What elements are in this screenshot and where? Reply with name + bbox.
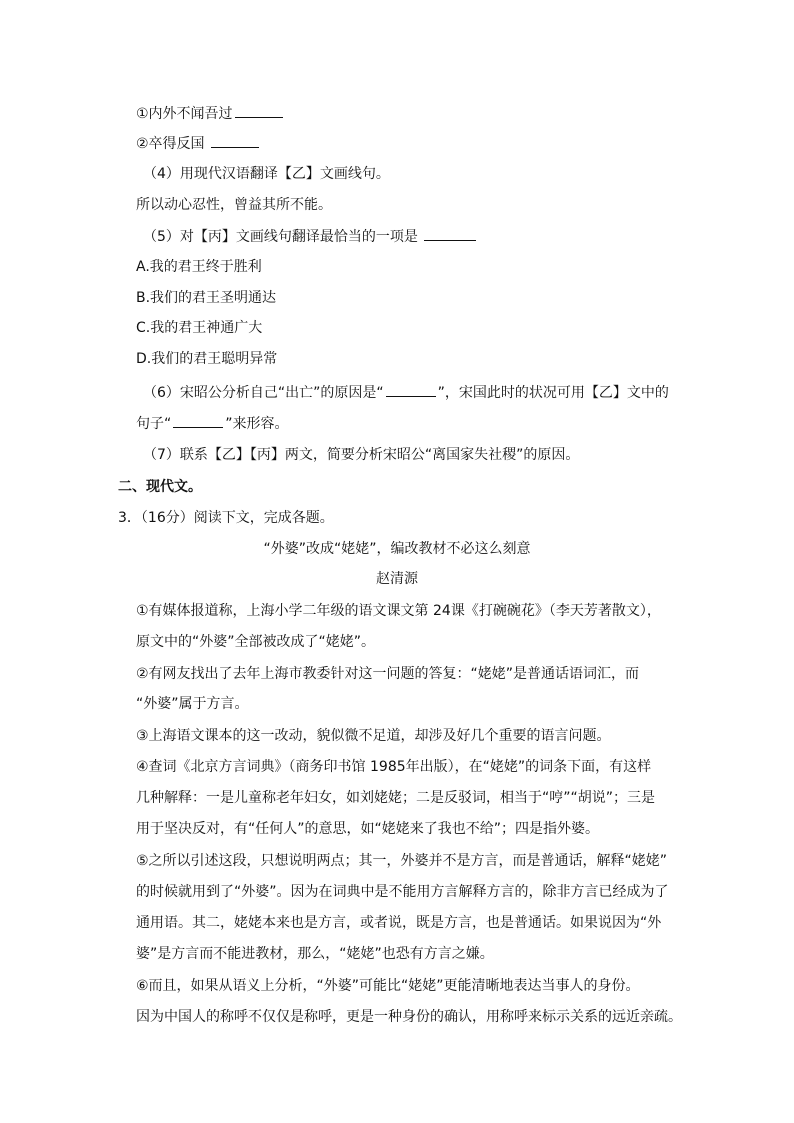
article-paragraph: 原文中的“外婆”全部被改成了“姥姥”。 [136, 634, 376, 650]
q2-item-1 [136, 103, 676, 124]
article-paragraph: ③上海语文课本的这一改动，貌似微不足道，却涉及好几个重要的语言问题。 [136, 728, 611, 744]
article-paragraph: ⑤之所以引述这段，只想说明两点；其一，外婆并不是方言，而是普通话，解释“姥姥” [136, 853, 668, 869]
section-title: 二、现代文。 [118, 479, 202, 495]
article-author: 赵清源 [376, 571, 418, 587]
answer-blank[interactable] [235, 103, 283, 118]
q4-sentence: 所以动心忍性，曾益其所不能。 [136, 197, 332, 213]
article-paragraph: 用于坚决反对，有“任何人”的意思，如“姥姥来了我也不给”；四是指外婆。 [136, 821, 600, 837]
article-paragraph: 因为中国人的称呼不仅仅是称呼，更是一种身份的确认，用称呼来标示关系的远近亲疏。 [136, 1009, 682, 1025]
q2-item-2 [136, 133, 676, 154]
answer-blank[interactable] [424, 226, 476, 241]
article-title: “外婆”改成“姥姥”，编改教材不必这么刻意 [263, 541, 531, 557]
answer-blank[interactable] [173, 413, 223, 428]
article-paragraph: 婆”是方言而不能进教材，那么，“姥姥”也恐有方言之嫌。 [136, 946, 494, 962]
article-paragraph: ⑥而且，如果从语义上分析，“外婆”可能比“姥姥”更能清晰地表达当事人的身份。 [136, 978, 640, 994]
q2-item-2-text: ②卒得反国 [136, 136, 210, 152]
q2-item-1-text: ①内外不闻吾过 [136, 106, 233, 122]
q5-option-d: D.我们的君王聪明异常 [136, 351, 278, 367]
article-paragraph: 通用语。其二，姥姥本来也是方言，或者说，既是方言，也是普通话。如果说因为“外 [136, 915, 662, 931]
q4-prompt: （4）用现代汉语翻译【乙】文画线句。 [143, 166, 390, 182]
q5-option-a: A.我的君王终于胜利 [136, 259, 262, 275]
q5-prompt [143, 226, 683, 247]
q3-intro: 3．（16分）阅读下文，完成各题。 [118, 510, 334, 526]
q5-option-c: C.我的君王神通广大 [136, 320, 263, 336]
article-paragraph: ①有媒体报道称，上海小学二年级的语文课文第 24课《打碗碗花》（李天芳著散文）， [136, 603, 661, 619]
q6-text-b: ”，宋国此时的状况可用【乙】文中的 [437, 385, 669, 401]
q5-option-b: B.我们的君王圣明通达 [136, 290, 277, 306]
answer-blank[interactable] [211, 133, 259, 148]
q6-text-d: ”来形容。 [225, 416, 289, 432]
q6-text-a: （6）宋昭公分析自己“出亡”的原因是“ [143, 385, 384, 401]
article-paragraph: 几种解释：一是儿童称老年妇女，如刘姥姥；二是反驳词，相当于“哼”“胡说”；三是 [136, 790, 656, 806]
q7-prompt: （7）联系【乙】【丙】两文，简要分析宋昭公“离国家失社稷”的原因。 [143, 447, 580, 463]
q6-prompt-line1 [143, 382, 683, 403]
article-paragraph: “外婆”属于方言。 [136, 696, 249, 712]
q6-text-c: 句子“ [136, 416, 172, 432]
article-paragraph: ②有网友找出了去年上海市教委针对这一问题的答复：“姥姥”是普通话语词汇，而 [136, 666, 640, 682]
answer-blank[interactable] [386, 382, 436, 397]
article-paragraph: 的时候就用到了“外婆”。因为在词典中是不能用方言解释方言的，除非方言已经成为了 [136, 884, 669, 900]
q5-prompt-text: （5）对【丙】文画线句翻译最恰当的一项是 [143, 229, 423, 245]
article-paragraph: ④查词《北京方言词典》（商务印书馆 1985年出版），在“姥姥”的词条下面，有这样 [136, 759, 652, 775]
q6-prompt-line2 [136, 413, 676, 434]
